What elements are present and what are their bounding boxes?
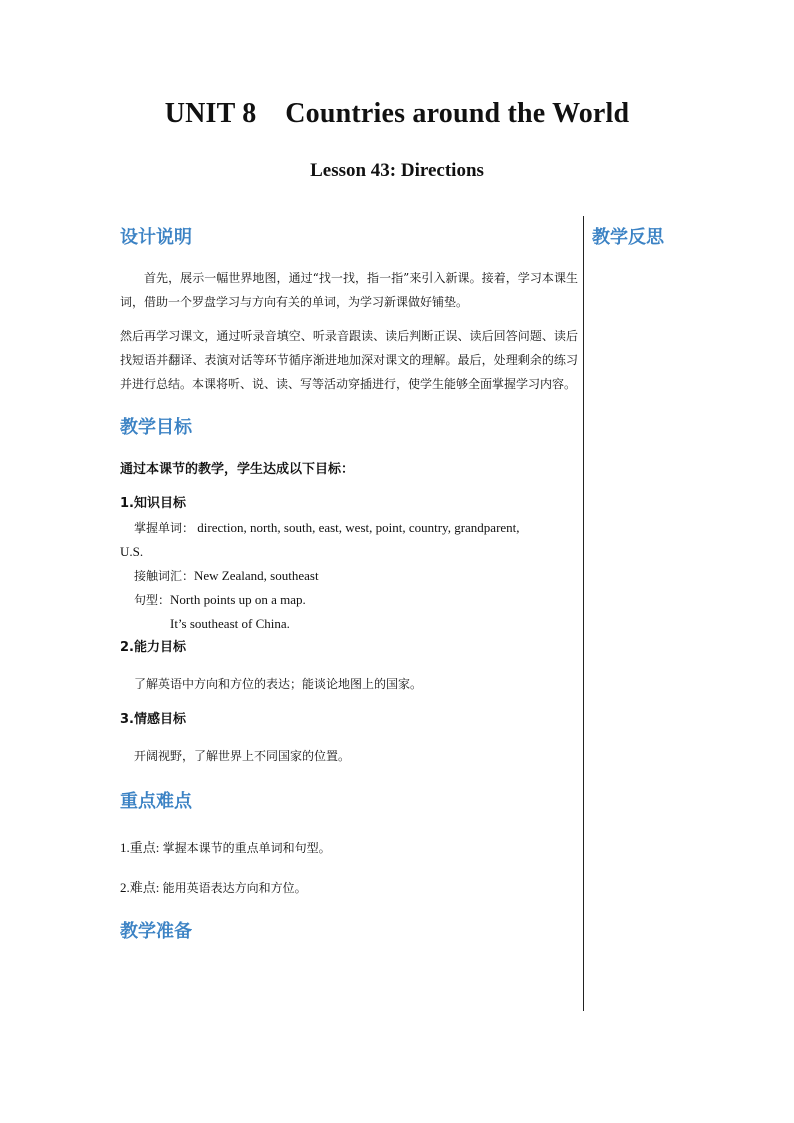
difficulty-label: 2.难点: xyxy=(120,880,160,895)
emotion-goal-text: 开阔视野，了解世界上不同国家的位置。 xyxy=(134,749,351,763)
pattern-label: 句型： xyxy=(134,593,171,607)
difficulty-text: 能用英语表达方向和方位。 xyxy=(162,881,307,895)
vocab-words: direction, north, south, east, west, point, country, grandparent, xyxy=(197,520,520,535)
contact-words: New Zealand, southeast xyxy=(194,568,319,583)
knowledge-goal-title: 1.知识目标 xyxy=(120,496,186,511)
pattern-2: It’s southeast of China. xyxy=(170,616,290,631)
difficulty-line xyxy=(120,876,578,900)
vocab-line xyxy=(120,516,578,540)
design-heading: 设计说明 xyxy=(120,227,192,248)
pattern-line xyxy=(120,588,578,612)
lesson-title: Lesson 43: Directions xyxy=(310,160,484,181)
unit-title: UNIT 8 Countries around the World xyxy=(164,98,630,129)
objectives-intro: 通过本课节的教学，学生达成以下目标： xyxy=(120,462,355,477)
contact-label: 接触词汇： xyxy=(134,569,195,583)
objectives-heading: 教学目标 xyxy=(120,417,192,438)
design-paragraph-2: 然后再学习课文，通过听录音填空、听录音跟读、读后判断正误、读后回答问题、读后找短语并翻译、表演对话等环节循序渐进地加深对课文的理解。最后，处理剩余的练习并进行总结。本课将听、说、读、写等活动穿插进行，使学生能够全面掌握学习内容。 xyxy=(120,329,578,391)
focus-label: 1.重点: xyxy=(120,840,160,855)
main-column xyxy=(120,224,578,946)
ability-goal-title: 2.能力目标 xyxy=(120,640,186,655)
column-divider xyxy=(583,216,584,1011)
emotion-goal-title: 3.情感目标 xyxy=(120,712,186,727)
preparation-heading: 教学准备 xyxy=(120,921,192,942)
reflection-column xyxy=(592,224,742,252)
vocab-label: 掌握单词： xyxy=(134,521,195,535)
vocab-line-2: U.S. xyxy=(120,544,144,559)
reflection-heading: 教学反思 xyxy=(592,227,664,248)
contact-line xyxy=(120,564,578,588)
focus-text: 掌握本课节的重点单词和句型。 xyxy=(162,841,331,855)
design-paragraph-1: 首先，展示一幅世界地图，通过“找一找，指一指”来引入新课。接着，学习本课生词，借助一个罗盘学习与方向有关的单词，为学习新课做好铺垫。 xyxy=(120,271,578,309)
ability-goal-text: 了解英语中方向和方位的表达；能谈论地图上的国家。 xyxy=(134,677,423,691)
focus-line xyxy=(120,836,578,860)
key-points-heading: 重点难点 xyxy=(120,791,192,812)
pattern-1: North points up on a map. xyxy=(170,592,306,607)
